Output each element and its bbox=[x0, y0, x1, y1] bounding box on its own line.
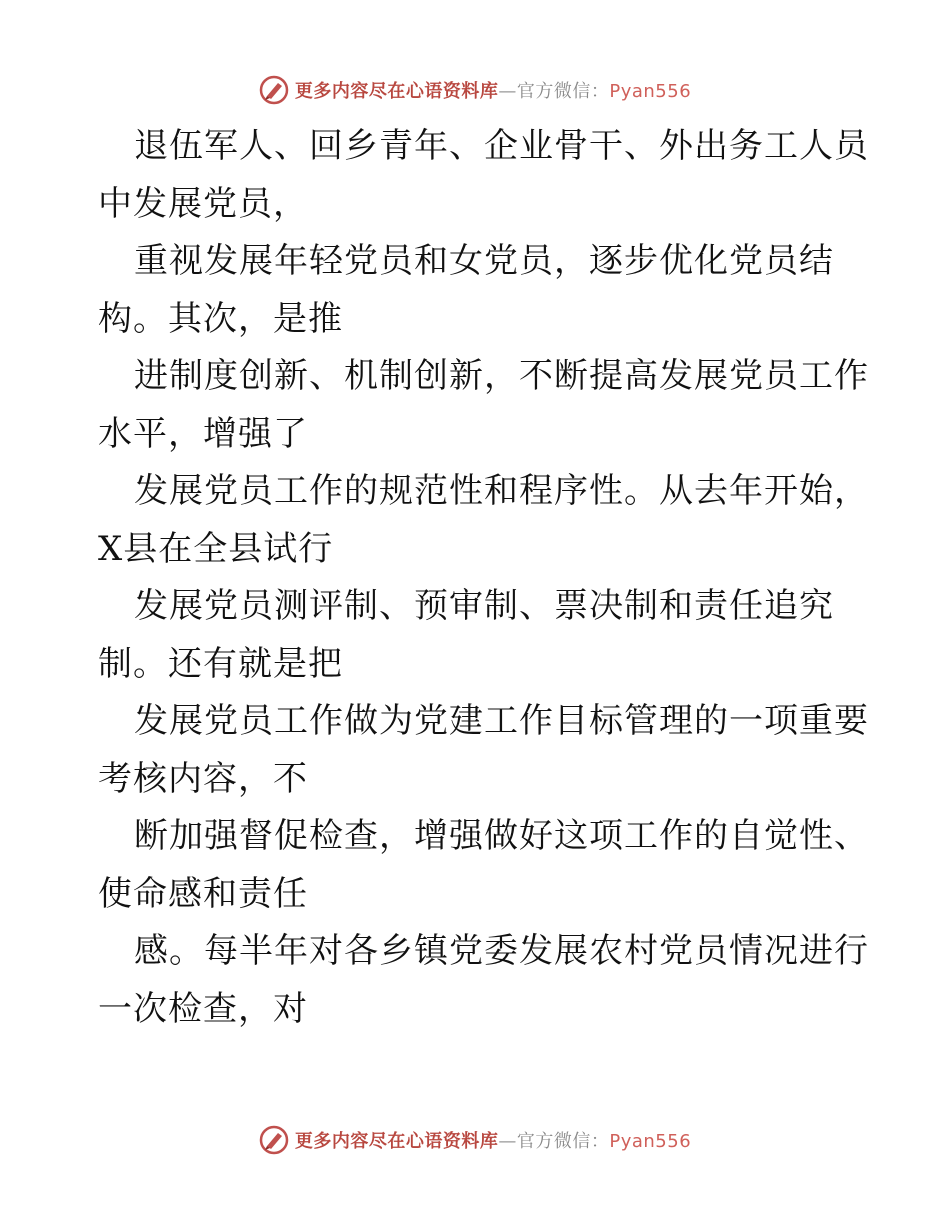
body-line: 使命感和责任 bbox=[98, 873, 308, 914]
watermark-wechat-label: 官方微信： bbox=[516, 81, 610, 102]
body-line: 构。其次，是推 bbox=[98, 298, 343, 339]
body-line: 发展党员测评制、预审制、票决制和责任追究 bbox=[134, 586, 834, 626]
header-watermark bbox=[0, 70, 950, 110]
body-line: 一次检查，对 bbox=[98, 988, 308, 1029]
watermark-wechat-id: Pyan556 bbox=[609, 1131, 692, 1152]
body-line: 发展党员工作的规范性和程序性。从去年开始， bbox=[134, 471, 869, 511]
body-line: X县在全县试行 bbox=[98, 528, 334, 569]
pen-logo-icon bbox=[259, 75, 289, 105]
body-line: 水平，增强了 bbox=[98, 413, 308, 454]
body-line: 感。每半年对各乡镇党委发展农村党员情况进行 bbox=[134, 931, 869, 971]
watermark-dash: — bbox=[498, 1131, 517, 1152]
body-line: 重视发展年轻党员和女党员，逐步优化党员结 bbox=[134, 241, 834, 281]
body-line: 退伍军人、回乡青年、企业骨干、外出务工人员 bbox=[134, 126, 869, 166]
pen-logo-icon bbox=[259, 1125, 289, 1155]
body-line: 发展党员工作做为党建工作目标管理的一项重要 bbox=[134, 701, 869, 741]
watermark-main-text: 更多内容尽在心语资料库 bbox=[294, 81, 499, 102]
body-line: 制。还有就是把 bbox=[98, 643, 343, 684]
watermark-wechat-label: 官方微信： bbox=[516, 1131, 610, 1152]
watermark-dash: — bbox=[498, 81, 517, 102]
body-line: 考核内容，不 bbox=[98, 758, 308, 799]
body-line: 断加强督促检查，增强做好这项工作的自觉性、 bbox=[134, 816, 869, 856]
body-line: 进制度创新、机制创新，不断提高发展党员工作 bbox=[134, 356, 869, 396]
body-line: 中发展党员， bbox=[98, 183, 308, 224]
watermark-main-text: 更多内容尽在心语资料库 bbox=[294, 1131, 499, 1152]
watermark-wechat-id: Pyan556 bbox=[609, 81, 692, 102]
footer-watermark bbox=[0, 1120, 950, 1160]
document-body bbox=[98, 118, 878, 1038]
